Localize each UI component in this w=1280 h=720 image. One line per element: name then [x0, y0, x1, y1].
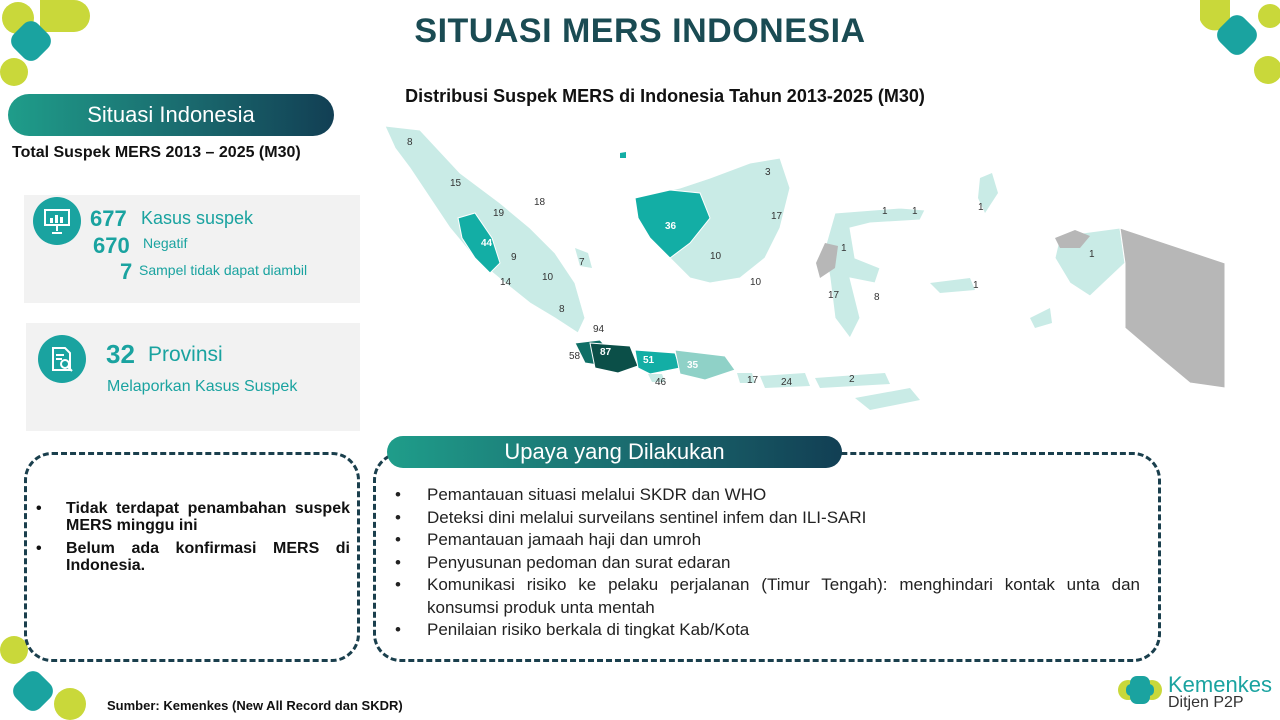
map-label-sumbar: 44 [481, 238, 493, 249]
sulawesi-island [816, 208, 925, 338]
page-title: SITUASI MERS INDONESIA [414, 12, 866, 50]
map-label-aceh: 8 [407, 137, 413, 148]
map-label-sulteng: 1 [841, 243, 847, 254]
map-label-banten: 58 [569, 351, 581, 362]
total-suspek-label: Total Suspek MERS 2013 – 2025 (M30) [12, 144, 301, 161]
suspek-label: Kasus suspek [141, 208, 254, 228]
map-label-jambi-a: 19 [493, 208, 505, 219]
map-label-sumut: 15 [450, 178, 462, 189]
map-label-kaltim-n: 3 [765, 167, 771, 178]
upaya-item: • Pemantauan jamaah haji dan umroh [395, 529, 1140, 552]
map-title: Distribusi Suspek MERS di Indonesia Tahun 2013-2025 (M30) [405, 86, 925, 106]
map-label-kalteng: 10 [710, 251, 722, 262]
map-label-ntt: 2 [849, 374, 855, 385]
presentation-chart-icon [33, 197, 81, 245]
map-label-kalsel: 10 [750, 277, 762, 288]
map-label-diy: 46 [655, 377, 667, 388]
tidak-diambil-count: 7 [120, 259, 133, 284]
map-label-jateng: 51 [643, 355, 655, 366]
map-label-ntb: 24 [781, 377, 793, 388]
document-search-icon [38, 335, 86, 383]
provinsi-label: Provinsi [148, 343, 223, 366]
map-label-jatim: 35 [687, 360, 699, 371]
negatif-count: 670 [93, 233, 130, 258]
map-label-jakarta: 94 [593, 324, 605, 335]
upaya-list [395, 484, 1140, 642]
map-label-bali: 17 [747, 375, 759, 386]
negatif-label: Negatif [143, 235, 188, 251]
map-label-gorontalo: 1 [912, 206, 918, 217]
indonesia-map [380, 118, 1230, 434]
finding-item: • Tidak terdapat penambahan suspek MERS minggu ini [36, 500, 350, 534]
java-island [575, 340, 735, 382]
sumatra-island [385, 126, 585, 333]
map-label-sulsel: 8 [874, 292, 880, 303]
map-label-malut: 1 [978, 202, 984, 213]
tidak-diambil-label: Sampel tidak dapat diambil [139, 262, 308, 278]
map-label-sumsel: 10 [542, 272, 554, 283]
upaya-item: • Pemantauan situasi melalui SKDR dan WHO [395, 484, 1140, 507]
map-label-maluku: 1 [973, 280, 979, 291]
map-label-riau: 18 [534, 197, 546, 208]
upaya-item: • Penilaian risiko berkala di tingkat Kab/Kota [395, 619, 1140, 642]
map-label-bengkulu: 14 [500, 277, 512, 288]
map-label-kaltim: 17 [771, 211, 783, 222]
source-note: Sumber: Kemenkes (New All Record dan SKDR) [107, 698, 403, 713]
upaya-item: • Penyusunan pedoman dan surat edaran [395, 552, 1140, 575]
map-label-kalbar: 36 [665, 221, 677, 232]
papua-island [1055, 228, 1225, 388]
findings-list [36, 500, 350, 580]
kemenkes-logo-icon [1116, 666, 1164, 714]
brand-name: Kemenkes [1168, 672, 1272, 697]
finding-item: • Belum ada konfirmasi MERS di Indonesia. [36, 540, 350, 574]
brand-sub: Ditjen P2P [1168, 694, 1244, 711]
map-label-sulut: 1 [882, 206, 888, 217]
upaya-header: Upaya yang Dilakukan [387, 436, 842, 468]
map-label-lampung: 8 [559, 304, 565, 315]
situasi-header: Situasi Indonesia [8, 94, 334, 136]
upaya-item: • Komunikasi risiko ke pelaku perjalanan (Timur Tengah): menghindari kontak unta dan konsumsi produk unta mentah [395, 574, 1140, 619]
provinsi-count: 32 [106, 339, 135, 369]
provinsi-sub: Melaporkan Kasus Suspek [107, 378, 298, 395]
upaya-item: • Deteksi dini melalui surveilans sentinel infem dan ILI-SARI [395, 507, 1140, 530]
map-label-babel: 7 [579, 257, 585, 268]
map-label-jabar: 87 [600, 347, 612, 358]
map-label-sulbar: 17 [828, 290, 840, 301]
map-label-papbar: 1 [1089, 249, 1095, 260]
suspek-count: 677 [90, 206, 127, 231]
map-label-jambi: 9 [511, 252, 517, 263]
